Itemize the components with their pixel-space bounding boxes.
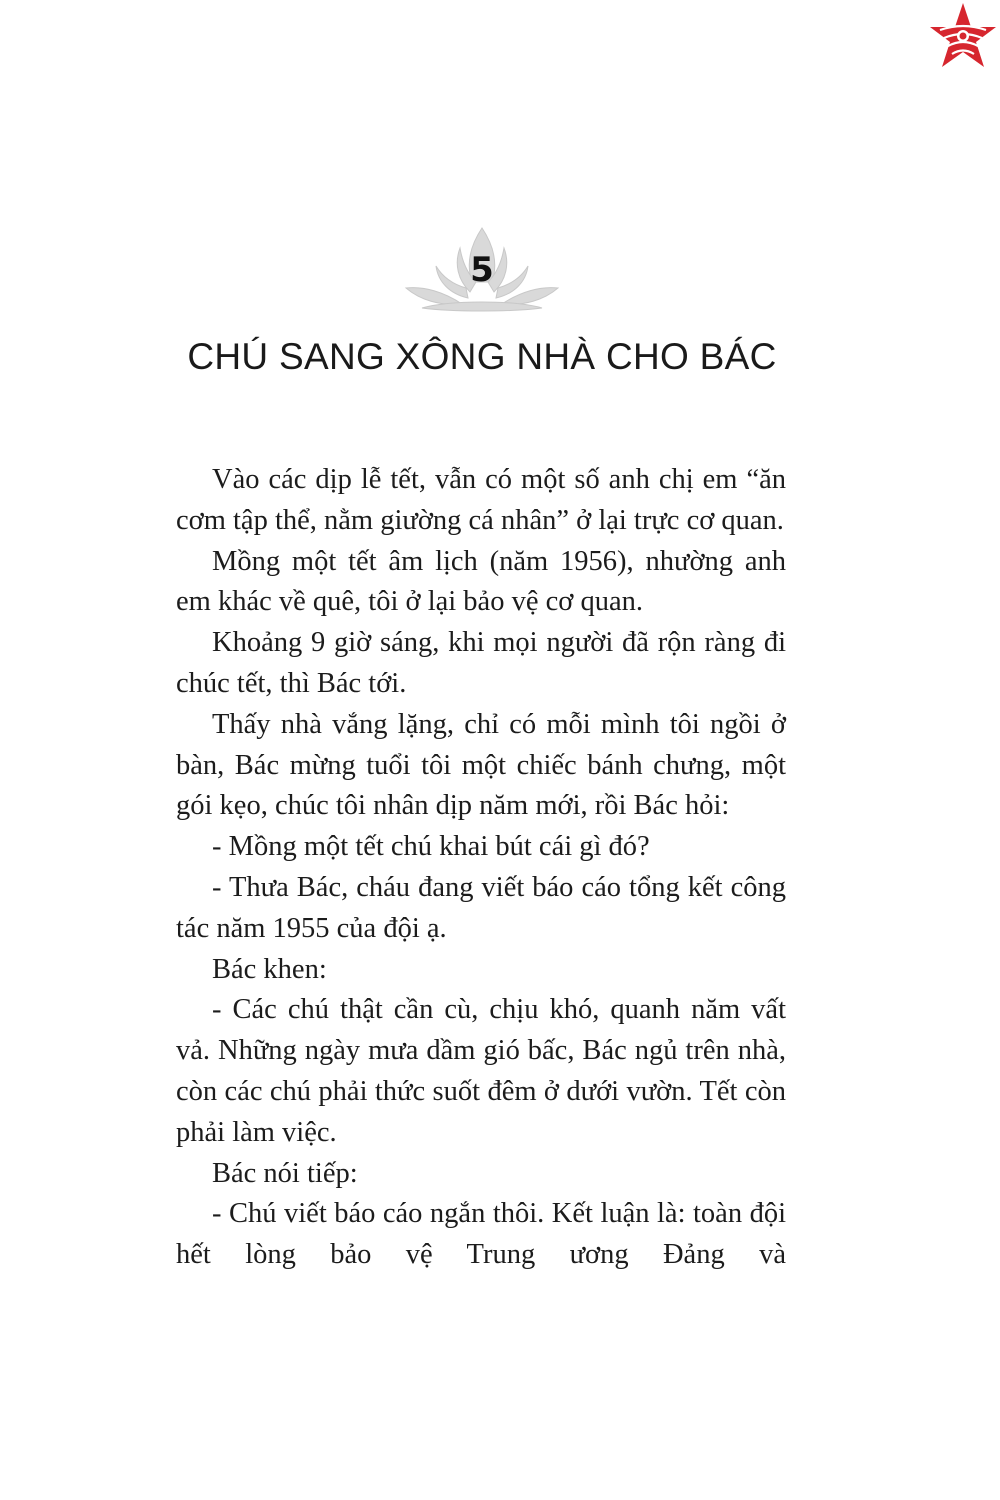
star-emblem-icon — [926, 0, 1000, 74]
paragraph: - Các chú thật cần cù, chịu khó, quanh năm vất vả. Những ngày mưa dầm gió bấc, Bác ngủ trên nhà, còn các chú phải thức suốt đêm ở dưới vườn. Tết còn phải làm việc. — [176, 994, 786, 1148]
chapter-body — [176, 460, 786, 1276]
paragraph: Bác nói tiếp: — [212, 1157, 358, 1189]
paragraph: Khoảng 9 giờ sáng, khi mọi người đã rộn ràng đi chúc tết, thì Bác tới. — [176, 627, 786, 699]
chapter-title: CHÚ SANG XÔNG NHÀ CHO BÁC — [187, 336, 777, 377]
paragraph: - Chú viết báo cáo ngắn thôi. Kết luận là: toàn đội hết lòng bảo vệ Trung ương Đảng và — [176, 1198, 786, 1271]
paragraph: - Thưa Bác, cháu đang viết báo cáo tổng kết công tác năm 1955 của đội ạ. — [176, 871, 786, 944]
chapter-number: 5 — [470, 250, 494, 290]
paragraph: - Mồng một tết chú khai bút cái gì đó? — [212, 831, 650, 863]
paragraph: Vào các dịp lễ tết, vẫn có một số anh chị em “ăn cơm tập thể, nằm giường cá nhân” ở lại trực cơ quan. — [176, 464, 786, 536]
paragraph: Bác khen: — [212, 953, 327, 985]
paragraph: Mồng một tết âm lịch (năm 1956), nhường anh em khác về quê, tôi ở lại bảo vệ cơ quan. — [176, 545, 786, 618]
paragraph: Thấy nhà vắng lặng, chỉ có mỗi mình tôi ngồi ở bàn, Bác mừng tuổi tôi một chiếc bánh chưng, một gói kẹo, chúc tôi nhân dịp năm mới, rồi Bác hỏi: — [176, 708, 786, 822]
